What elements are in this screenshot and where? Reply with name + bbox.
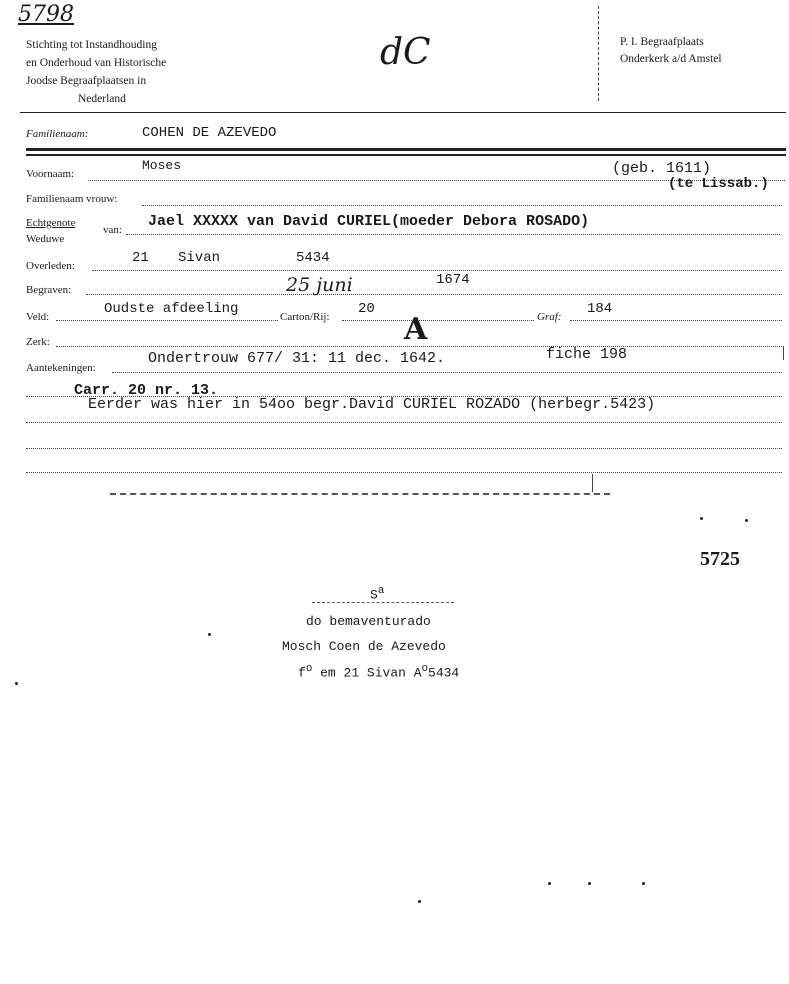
graf-line <box>570 320 782 321</box>
aantekeningen-value: Ondertrouw 677/ 31: 11 dec. 1642. <box>148 350 446 367</box>
right-margin-tick <box>783 346 784 360</box>
speck <box>588 882 591 885</box>
sa-letter: S <box>370 587 378 603</box>
sa-superscript: a <box>377 585 385 597</box>
begraven-label: Begraven: <box>26 284 72 296</box>
zerk-circled-mark: A <box>404 312 428 347</box>
note-line-4 <box>26 472 782 473</box>
speck <box>548 882 551 885</box>
handwritten-number: 5798 <box>18 2 74 27</box>
epitaph-f: f <box>298 665 306 681</box>
speck <box>15 682 18 685</box>
organization-name <box>26 36 166 108</box>
familienaam-label: Familienaam: <box>26 128 89 140</box>
org-line-4: Nederland <box>78 93 126 105</box>
speck <box>208 633 211 636</box>
epitaph-year: 5434 <box>428 665 460 681</box>
family-double-rule-top <box>26 148 786 151</box>
aantekeningen-line <box>112 372 782 373</box>
speck <box>642 882 645 885</box>
epitaph-f-sup: o <box>305 663 313 675</box>
overleden-day: 21 <box>132 250 149 266</box>
overleden-label: Overleden: <box>26 260 75 272</box>
fiche-value: fiche 198 <box>546 346 628 363</box>
carton-line <box>342 320 534 321</box>
cemetery-line-1: P. I. Begraafplaats <box>620 36 704 48</box>
family-double-rule-bottom <box>26 154 786 156</box>
cemetery-name <box>620 34 722 68</box>
lower-dash <box>312 602 454 603</box>
begraven-year: 1674 <box>436 272 470 288</box>
familienaam-vrouw-line <box>142 205 782 206</box>
note-earlier-burial: Eerder was hier in 54oo begr.David CURIEL ROZADO (herbegr.5423) <box>88 396 656 413</box>
weduwe-label: Weduwe <box>26 233 65 245</box>
begraven-line <box>86 294 782 295</box>
carton-value: 20 <box>358 301 375 317</box>
speck <box>700 517 703 520</box>
sa-abbrev <box>370 585 384 602</box>
graf-label: Graf: <box>537 311 562 323</box>
overleden-month: Sivan <box>178 250 221 266</box>
epitaph-a-sup: o <box>421 663 429 675</box>
card-bottom-tick <box>592 474 593 492</box>
overleden-line <box>92 270 782 271</box>
epitaph-date: em 21 Sivan A <box>312 665 422 681</box>
epitaph-line-3 <box>298 663 459 680</box>
veld-value: Oudste afdeeling <box>104 301 239 317</box>
cemetery-line-2: Onderkerk a/d Amstel <box>620 53 722 65</box>
aantekeningen-label: Aantekeningen: <box>26 362 96 374</box>
veld-line <box>56 320 278 321</box>
carton-label: Carton/Rij: <box>280 311 330 323</box>
voornaam-value: Moses <box>142 158 182 173</box>
header-divider <box>598 6 599 101</box>
graf-value: 184 <box>587 301 613 317</box>
familienaam-vrouw-label: Familienaam vrouw: <box>26 193 118 205</box>
speck <box>418 900 421 903</box>
org-line-3: Joodse Begraafplaatsen in <box>26 75 147 87</box>
familienaam-value: COHEN DE AZEVEDO <box>142 125 277 141</box>
card-bottom-dash <box>110 493 610 495</box>
speck <box>745 519 748 522</box>
overleden-year: 5434 <box>296 250 330 266</box>
note-line-3 <box>26 448 782 449</box>
org-line-2: en Onderhoud van Historische <box>26 57 167 69</box>
note-line-2 <box>26 422 782 423</box>
voornaam-label: Voornaam: <box>26 168 75 180</box>
header-rule <box>20 112 786 113</box>
birthplace-value: (te Lissab.) <box>668 176 769 192</box>
spouse-value: Jael XXXXX van David CURIEL(moeder Debora ROSADO) <box>148 213 590 230</box>
spouse-line <box>126 234 780 235</box>
van-label: van: <box>103 224 122 236</box>
epitaph-line-2: Mosch Coen de Azevedo <box>282 639 446 654</box>
note-carr: Carr. 20 nr. 13. <box>74 382 219 399</box>
center-handwritten-mark: dC <box>380 32 431 73</box>
veld-label: Veld: <box>26 311 50 323</box>
zerk-label: Zerk: <box>26 336 50 348</box>
birth-value: (geb. 1611) <box>612 160 712 177</box>
org-line-1: Stichting tot Instandhouding <box>26 39 157 51</box>
lower-number: 5725 <box>700 548 740 570</box>
echtgenote-label: Echtgenote <box>26 217 76 229</box>
begraven-handwritten-date: 25 juni <box>286 274 353 296</box>
epitaph-line-1: do bemaventurado <box>306 614 431 629</box>
